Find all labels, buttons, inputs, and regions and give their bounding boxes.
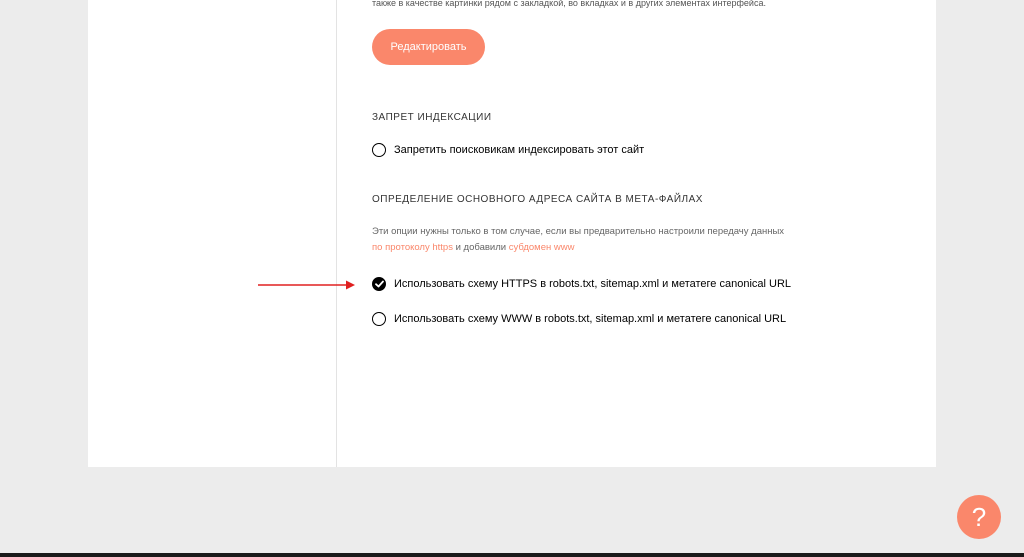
www-subdomain-link[interactable]: субдомен www: [508, 242, 575, 253]
annotation-arrow-icon: [258, 279, 356, 291]
bottom-bar: [0, 553, 1024, 557]
https-protocol-link[interactable]: по протоколу https: [372, 242, 453, 253]
favicon-description: также в качестве картинки рядом с закладкой, во вкладках и в других элементах интерфейса.: [372, 0, 766, 8]
edit-button[interactable]: Редактировать: [372, 29, 485, 65]
settings-card: [88, 0, 936, 467]
disable-indexing-label: Запретить поисковикам индексировать этот сайт: [394, 144, 645, 156]
desc-text-2: и добавили: [452, 242, 509, 253]
www-scheme-radio[interactable]: [372, 312, 386, 326]
help-button[interactable]: ?: [957, 495, 1001, 539]
indexing-section-title: ЗАПРЕТ ИНДЕКСАЦИИ: [372, 112, 492, 123]
checkmark-icon: [375, 280, 384, 288]
main-address-section-title: ОПРЕДЕЛЕНИЕ ОСНОВНОГО АДРЕСА САЙТА В МЕТА-ФАЙЛАХ: [372, 194, 703, 205]
www-scheme-label: Использовать схему WWW в robots.txt, sitemap.xml и метатеге canonical URL: [394, 313, 787, 325]
sidebar-divider: [336, 0, 337, 467]
desc-text-1: Эти опции нужны только в том случае, если вы предварительно настроили передачу данных: [372, 226, 785, 237]
https-scheme-option[interactable]: [372, 277, 791, 291]
https-scheme-radio[interactable]: [372, 277, 386, 291]
main-address-description: [372, 224, 792, 256]
disable-indexing-option[interactable]: [372, 143, 644, 157]
disable-indexing-radio[interactable]: [372, 143, 386, 157]
https-scheme-label: Использовать схему HTTPS в robots.txt, sitemap.xml и метатеге canonical URL: [394, 278, 792, 290]
www-scheme-option[interactable]: [372, 312, 786, 326]
